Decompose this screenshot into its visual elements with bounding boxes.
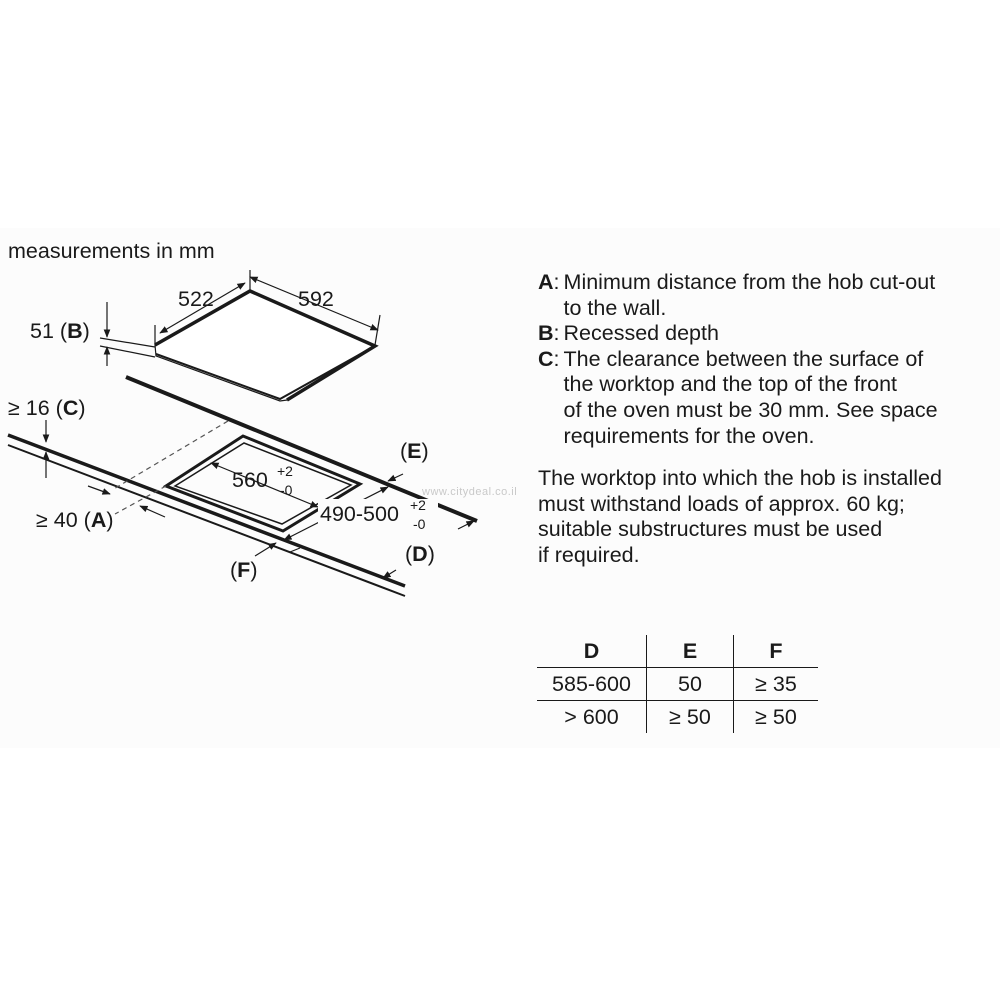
- table-header-row: [537, 635, 818, 668]
- table-row: [537, 701, 818, 734]
- units-label: measurements in mm: [8, 239, 215, 263]
- table-cell: 50: [647, 668, 734, 701]
- hob-depth-label: 522: [178, 287, 214, 311]
- table-cell: ≥ 50: [647, 701, 734, 734]
- e-arrow: [388, 474, 403, 481]
- table-header-e: E: [647, 635, 734, 668]
- table-header-d: D: [537, 635, 647, 668]
- table-cell: 585-600: [537, 668, 647, 701]
- legend-key: B: [538, 321, 554, 346]
- cutout-width-tol-minus: -0: [280, 482, 293, 498]
- recess-dimension-lines: [100, 302, 155, 366]
- load-note: [538, 466, 1000, 568]
- note-line: suitable substructures must be used: [538, 517, 883, 542]
- legend-item-b: B : Recessed depth: [538, 321, 1000, 347]
- table-cell: ≥ 35: [734, 668, 819, 701]
- cutout-depth-label: 490-500: [320, 502, 399, 526]
- note-line: if required.: [538, 542, 640, 567]
- clearance-label: ≥ 16 (C): [8, 396, 86, 420]
- recess-label: 51 (B): [30, 319, 90, 343]
- dimensions-table: [537, 635, 818, 733]
- cutout-depth-tol-plus: +2: [410, 497, 426, 513]
- table-cell: ≥ 50: [734, 701, 819, 734]
- cutout-width-tol-plus: +2: [277, 463, 293, 479]
- e-marker: (E): [400, 439, 429, 463]
- legend-text-line: The clearance between the surface of: [563, 346, 924, 371]
- legend-key: A: [538, 270, 554, 294]
- cutout-reference-dashes: [112, 421, 228, 514]
- legend-text-line: to the wall.: [563, 295, 667, 320]
- wall-distance-label: ≥ 40 (A): [36, 508, 114, 532]
- legend-item-c: C : The clearance between the surface of the worktop and the top of the front of the oven must be 30 mm. See space requirements for the oven.: [538, 347, 1000, 449]
- table-cell: > 600: [564, 704, 619, 729]
- watermark: www.citydeal.co.il: [422, 486, 518, 498]
- note-line: must withstand loads of approx. 60 kg;: [538, 491, 905, 516]
- hob-width-label: 592: [298, 287, 334, 311]
- legend-item-a: A : Minimum distance from the hob cut-out to the wall.: [538, 270, 1000, 321]
- legend-text-line: Recessed depth: [563, 321, 719, 346]
- f-marker: (F): [230, 558, 258, 582]
- table-header-f: F: [734, 635, 819, 668]
- table-row: [537, 668, 818, 701]
- cutout-width-label: 560: [232, 468, 268, 492]
- legend-text-line: of the oven must be 30 mm. See space: [563, 397, 938, 422]
- legend: [538, 270, 1000, 449]
- legend-key: C: [538, 346, 554, 371]
- legend-text-line: requirements for the oven.: [563, 423, 815, 448]
- cutout-depth-tol-minus: -0: [413, 516, 426, 532]
- legend-text-line: the worktop and the top of the front: [563, 372, 898, 397]
- legend-text-line: Minimum distance from the hob cut-out: [563, 270, 936, 294]
- note-line: The worktop into which the hob is installed: [538, 466, 942, 490]
- d-marker: (D): [405, 542, 435, 566]
